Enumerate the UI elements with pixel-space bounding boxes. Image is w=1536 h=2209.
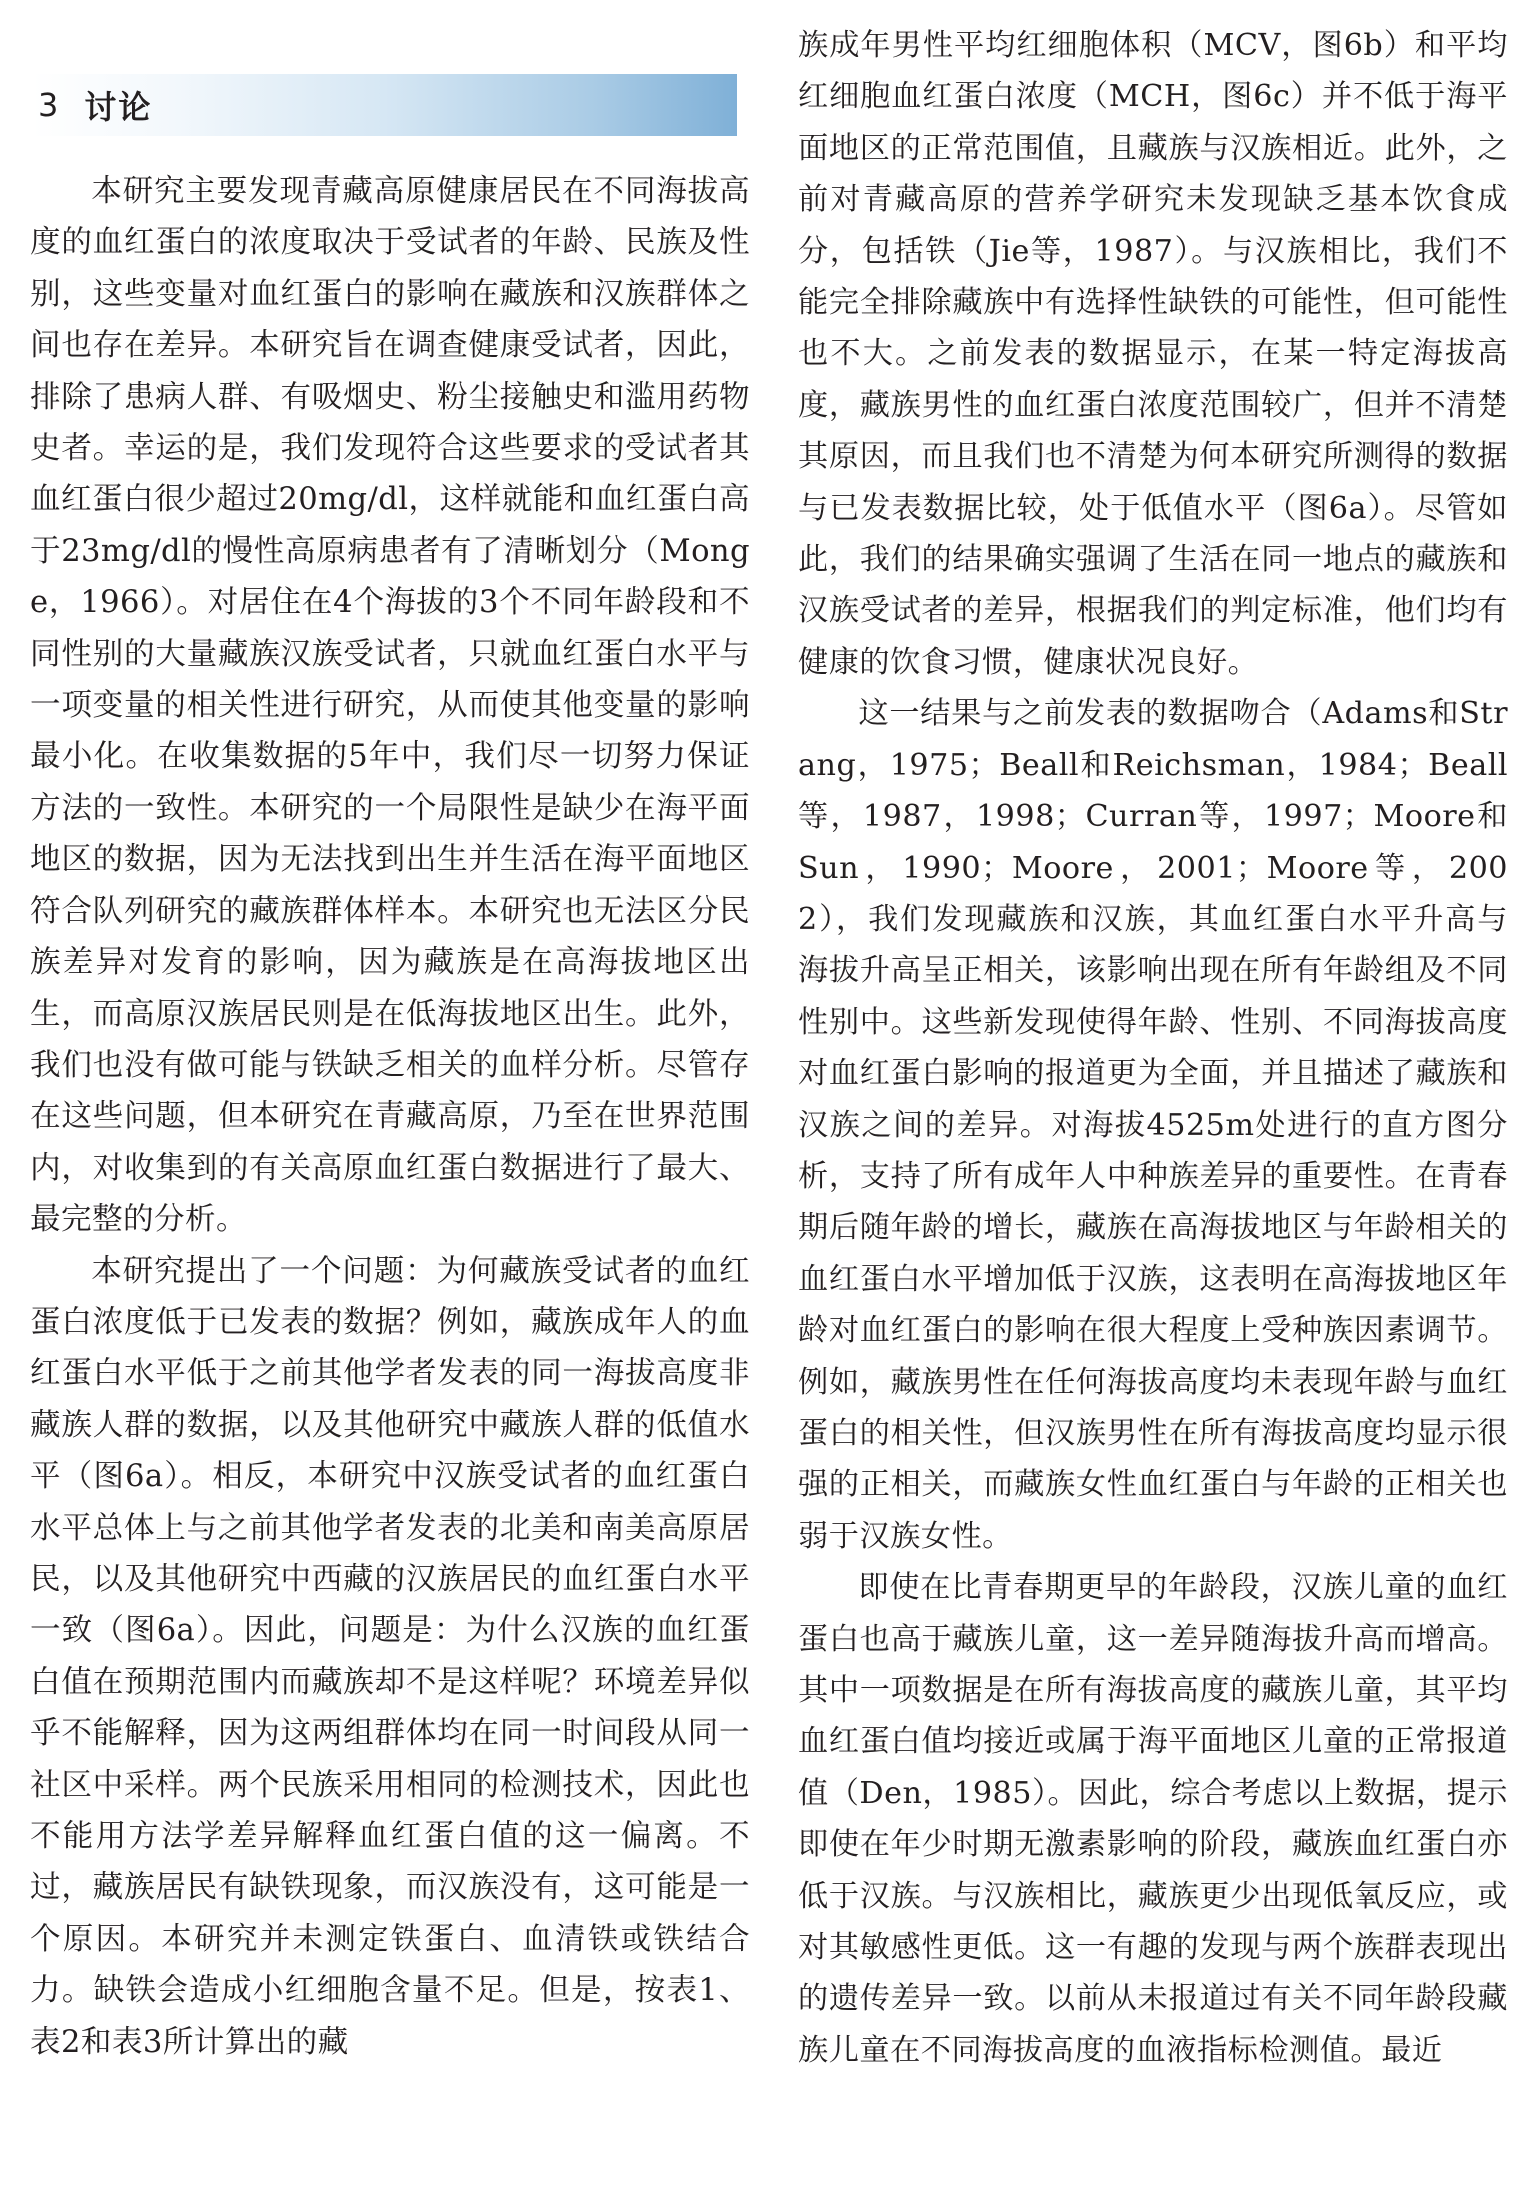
right-column (798, 20, 1508, 2076)
section-number: 3 (38, 86, 59, 124)
section-heading (32, 74, 737, 136)
paragraph: 这一结果与之前发表的数据吻合（Adams和Strang，1975；Beall和Reichsman，1984；Beall等，1987，1998；Curran等，1997；Moore和Sun，1990；Moore，2001；Moore等，2002），我们发现藏族和汉族，其血红蛋白水平升高与海拔升高呈正相关，该影响出现在所有年龄组及不同性别中。这些新发现使得年龄、性别、不同海拔高度对血红蛋白影响的报道更为全面，并且描述了藏族和汉族之间的差异。对海拔4525m处进行的直方图分析，支持了所有成年人中种族差异的重要性。在青春期后随年龄的增长，藏族在高海拔地区与年龄相关的血红蛋白水平增加低于汉族，这表明在高海拔地区年龄对血红蛋白的影响在很大程度上受种族因素调节。例如，藏族男性在任何海拔高度均未表现年龄与血红蛋白的相关性，但汉族男性在所有海拔高度均显示很强的正相关，而藏族女性血红蛋白与年龄的正相关也弱于汉族女性。 (798, 696, 1508, 1554)
paragraph: 本研究主要发现青藏高原健康居民在不同海拔高度的血红蛋白的浓度取决于受试者的年龄、民族及性别，这些变量对血红蛋白的影响在藏族和汉族群体之间也存在差异。本研究旨在调查健康受试者，因此，排除了患病人群、有吸烟史、粉尘接触史和滥用药物史者。幸运的是，我们发现符合这些要求的受试者其血红蛋白很少超过20mg/dl，这样就能和血红蛋白高于23mg/dl的慢性高原病患者有了清晰划分（Monge，1966）。对居住在4个海拔的3个不同年龄段和不同性别的大量藏族汉族受试者，只就血红蛋白水平与一项变量的相关性进行研究，从而使其他变量的影响最小化。在收集数据的5年中，我们尽一切努力保证方法的一致性。本研究的一个局限性是缺少在海平面地区的数据，因为无法找到出生并生活在海平面地区符合队列研究的藏族群体样本。本研究也无法区分民族差异对发育的影响，因为藏族是在高海拔地区出生，而高原汉族居民则是在低海拔地区出生。此外，我们也没有做可能与铁缺乏相关的血样分析。尽管存在这些问题，但本研究在青藏高原，乃至在世界范围内，对收集到的有关高原血红蛋白数据进行了最大、最完整的分析。 (30, 174, 750, 1238)
left-column (30, 86, 750, 2068)
paragraph-continued: 族成年男性平均红细胞体积（MCV，图6b）和平均红细胞血红蛋白浓度（MCH，图6c）并不低于海平面地区的正常范围值，且藏族与汉族相近。此外，之前对青藏高原的营养学研究未发现缺乏基本饮食成分，包括铁（Jie等，1987）。与汉族相比，我们不能完全排除藏族中有选择性缺铁的可能性，但可能性也不大。之前发表的数据显示，在某一特定海拔高度，藏族男性的血红蛋白浓度范围较广，但并不清楚其原因，而且我们也不清楚为何本研究所测得的数据与已发表数据比较，处于低值水平（图6a）。尽管如此，我们的结果确实强调了生活在同一地点的藏族和汉族受试者的差异，根据我们的判定标准，他们均有健康的饮食习惯，健康状况良好。 (798, 28, 1508, 680)
section-title: 讨论 (84, 88, 153, 126)
paragraph: 即使在比青春期更早的年龄段，汉族儿童的血红蛋白也高于藏族儿童，这一差异随海拔升高而增高。其中一项数据是在所有海拔高度的藏族儿童，其平均血红蛋白值均接近或属于海平面地区儿童的正常报道值（Den，1985）。因此，综合考虑以上数据，提示即使在年少时期无激素影响的阶段，藏族血红蛋白亦低于汉族。与汉族相比，藏族更少出现低氧反应，或对其敏感性更低。这一有趣的发现与两个族群表现出的遗传差异一致。以前从未报道过有关不同年龄段藏族儿童在不同海拔高度的血液指标检测值。最近 (798, 1570, 1508, 2068)
paragraph: 本研究提出了一个问题：为何藏族受试者的血红蛋白浓度低于已发表的数据？例如，藏族成年人的血红蛋白水平低于之前其他学者发表的同一海拔高度非藏族人群的数据，以及其他研究中藏族人群的低值水平（图6a）。相反，本研究中汉族受试者的血红蛋白水平总体上与之前其他学者发表的北美和南美高原居民，以及其他研究中西藏的汉族居民的血红蛋白水平一致（图6a）。因此，问题是：为什么汉族的血红蛋白值在预期范围内而藏族却不是这样呢？环境差异似乎不能解释，因为这两组群体均在同一时间段从同一社区中采样。两个民族采用相同的检测技术，因此也不能用方法学差异解释血红蛋白值的这一偏离。不过，藏族居民有缺铁现象，而汉族没有，这可能是一个原因。本研究并未测定铁蛋白、血清铁或铁结合力。缺铁会造成小红细胞含量不足。但是，按表1、表2和表3所计算出的藏 (30, 1253, 750, 2060)
